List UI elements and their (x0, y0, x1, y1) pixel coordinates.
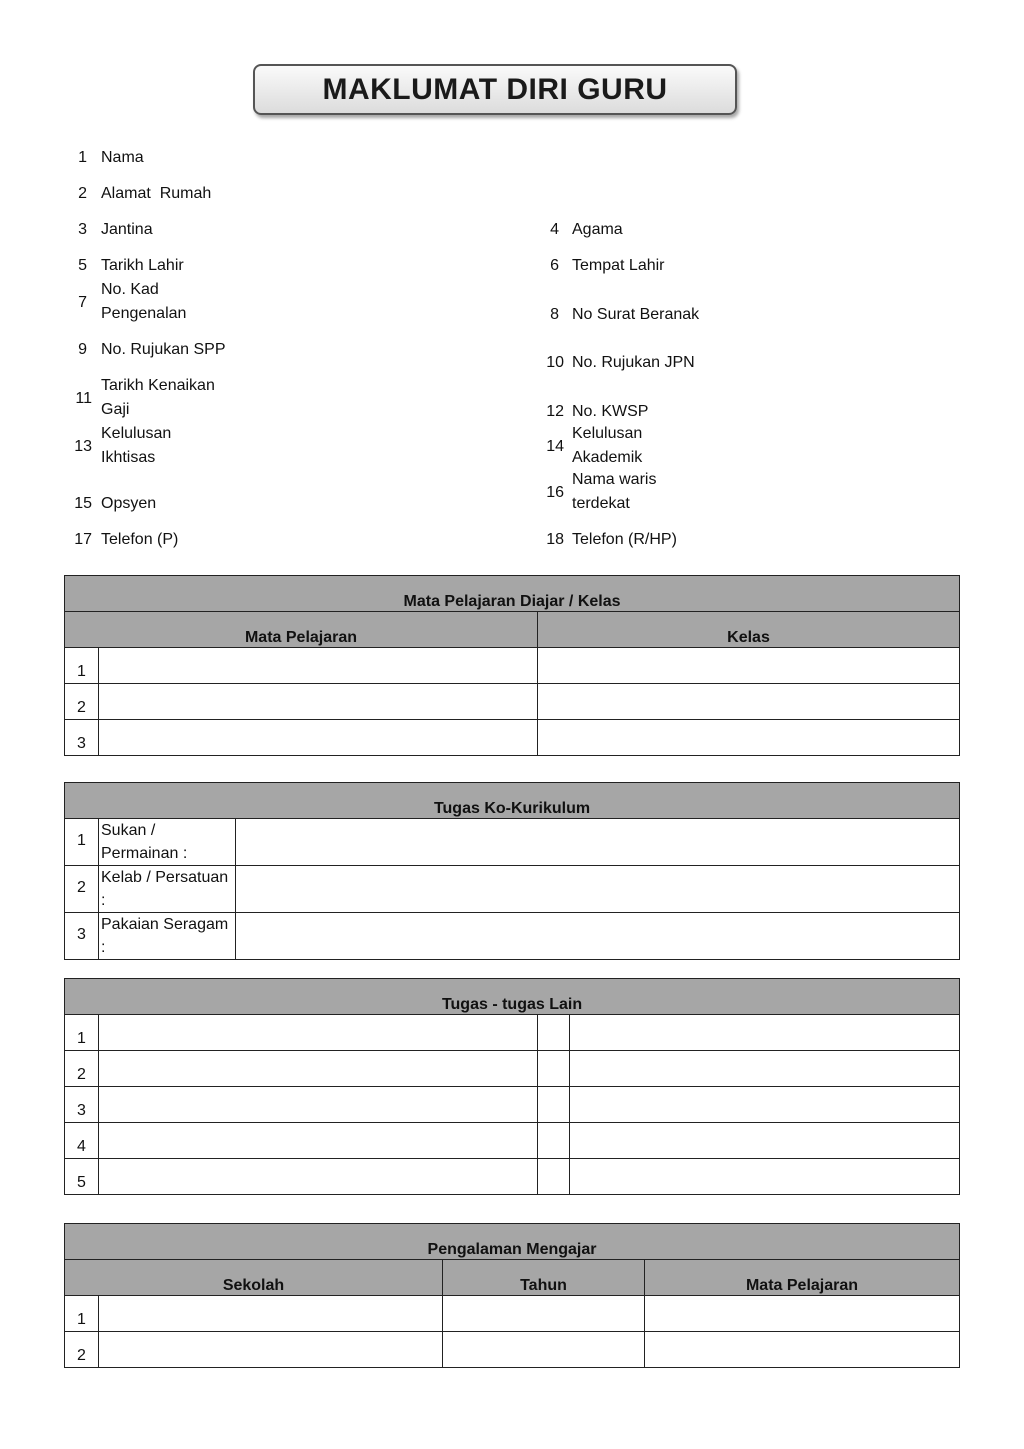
table-row (65, 1087, 960, 1123)
cocurriculum-label: Kelab / Persatuan : (99, 866, 236, 913)
field-number: 4 (550, 221, 559, 238)
field-label-tarikh-lahir: Tarikh Lahir (101, 257, 184, 274)
subject-cell[interactable] (645, 1332, 960, 1368)
subject-cell[interactable] (645, 1296, 960, 1332)
field-number: 5 (78, 257, 87, 274)
duty-detail-cell[interactable] (570, 1015, 960, 1051)
cocurriculum-table (64, 782, 960, 960)
column-header-year: Tahun (443, 1260, 645, 1296)
table-row (65, 819, 960, 866)
field-label-rujukan-spp: No. Rujukan SPP (101, 341, 226, 358)
subject-cell[interactable] (99, 720, 538, 756)
row-number: 2 (65, 866, 99, 913)
table-row (65, 913, 960, 960)
field-label-tempat-lahir: Tempat Lahir (572, 257, 665, 274)
table-row (65, 684, 960, 720)
field-number: 6 (550, 257, 559, 274)
field-label-telefon-rhp: Telefon (R/HP) (572, 531, 677, 548)
column-header-class: Kelas (538, 612, 960, 648)
duty-small-cell[interactable] (538, 1123, 570, 1159)
experience-table-title: Pengalaman Mengajar (65, 1224, 960, 1260)
form-title: MAKLUMAT DIRI GURU (253, 64, 737, 115)
experience-table (64, 1223, 960, 1368)
duty-detail-cell[interactable] (570, 1087, 960, 1123)
table-row (65, 648, 960, 684)
row-number: 4 (65, 1123, 99, 1159)
table-row (65, 1332, 960, 1368)
table-row (65, 1051, 960, 1087)
duty-small-cell[interactable] (538, 1051, 570, 1087)
duty-cell[interactable] (99, 1123, 538, 1159)
other-duties-table-title: Tugas - tugas Lain (65, 979, 960, 1015)
duty-cell[interactable] (99, 1015, 538, 1051)
duty-detail-cell[interactable] (570, 1051, 960, 1087)
row-number: 5 (65, 1159, 99, 1195)
field-number: 17 (74, 531, 92, 548)
field-number: 10 (546, 354, 564, 371)
field-number: 8 (550, 306, 559, 323)
field-number: 18 (546, 531, 564, 548)
duty-detail-cell[interactable] (570, 1123, 960, 1159)
subject-cell[interactable] (99, 648, 538, 684)
duty-cell[interactable] (99, 1087, 538, 1123)
cocurriculum-table-title: Tugas Ko-Kurikulum (65, 783, 960, 819)
field-label-agama: Agama (572, 221, 623, 238)
field-number: 7 (78, 294, 87, 311)
year-cell[interactable] (443, 1332, 645, 1368)
field-number: 16 (546, 484, 564, 501)
field-number: 12 (546, 403, 564, 420)
subjects-table (64, 575, 960, 756)
duty-small-cell[interactable] (538, 1087, 570, 1123)
row-number: 2 (65, 684, 99, 720)
duty-cell[interactable] (99, 1159, 538, 1195)
row-number: 3 (65, 1087, 99, 1123)
field-number: 15 (74, 495, 92, 512)
field-label-rujukan-jpn: No. Rujukan JPN (572, 354, 695, 371)
class-cell[interactable] (538, 684, 960, 720)
table-row (65, 1123, 960, 1159)
duty-small-cell[interactable] (538, 1159, 570, 1195)
cocurriculum-label: Pakaian Seragam : (99, 913, 236, 960)
table-row (65, 720, 960, 756)
field-label-surat-beranak: No Surat Beranak (572, 306, 700, 323)
row-number: 3 (65, 720, 99, 756)
field-number: 9 (78, 341, 87, 358)
column-header-subject: Mata Pelajaran (645, 1260, 960, 1296)
cocurriculum-value-cell[interactable] (236, 866, 960, 913)
class-cell[interactable] (538, 720, 960, 756)
class-cell[interactable] (538, 648, 960, 684)
field-number: 1 (78, 149, 87, 166)
cocurriculum-label: Sukan / Permainan : (99, 819, 236, 866)
field-label-opsyen: Opsyen (101, 495, 157, 512)
row-number: 1 (65, 819, 99, 866)
field-label-kelulusan-ikhtisas: Kelulusan Ikhtisas (101, 425, 172, 466)
subject-cell[interactable] (99, 684, 538, 720)
subjects-table-title: Mata Pelajaran Diajar / Kelas (65, 576, 960, 612)
field-number: 13 (74, 438, 92, 455)
row-number: 1 (65, 1015, 99, 1051)
other-duties-table (64, 978, 960, 1195)
field-number: 14 (546, 438, 564, 455)
row-number: 1 (65, 648, 99, 684)
field-label-nama: Nama (101, 149, 144, 166)
field-number: 11 (75, 390, 92, 407)
row-number: 3 (65, 913, 99, 960)
field-label-telefon-p: Telefon (P) (101, 531, 179, 548)
duty-small-cell[interactable] (538, 1015, 570, 1051)
school-cell[interactable] (99, 1332, 443, 1368)
cocurriculum-value-cell[interactable] (236, 913, 960, 960)
table-row (65, 1015, 960, 1051)
row-number: 1 (65, 1296, 99, 1332)
field-label-kelulusan-akademik: Kelulusan Akademik (572, 425, 643, 466)
field-label-alamat: Alamat Rumah (101, 185, 212, 202)
table-row (65, 866, 960, 913)
school-cell[interactable] (99, 1296, 443, 1332)
field-label-kad-pengenalan: No. Kad Pengenalan (101, 281, 187, 322)
field-label-kenaikan-gaji: Tarikh Kenaikan Gaji (101, 377, 215, 418)
table-row (65, 1159, 960, 1195)
duty-cell[interactable] (99, 1051, 538, 1087)
column-header-school: Sekolah (65, 1260, 443, 1296)
year-cell[interactable] (443, 1296, 645, 1332)
field-number: 3 (78, 221, 87, 238)
row-number: 2 (65, 1332, 99, 1368)
table-row (65, 1296, 960, 1332)
field-label-kwsp: No. KWSP (572, 403, 649, 420)
cocurriculum-value-cell[interactable] (236, 819, 960, 866)
duty-detail-cell[interactable] (570, 1159, 960, 1195)
row-number: 2 (65, 1051, 99, 1087)
column-header-subject: Mata Pelajaran (65, 612, 538, 648)
field-label-jantina: Jantina (101, 221, 153, 238)
field-number: 2 (78, 185, 87, 202)
field-label-nama-waris: Nama waris terdekat (572, 471, 657, 512)
